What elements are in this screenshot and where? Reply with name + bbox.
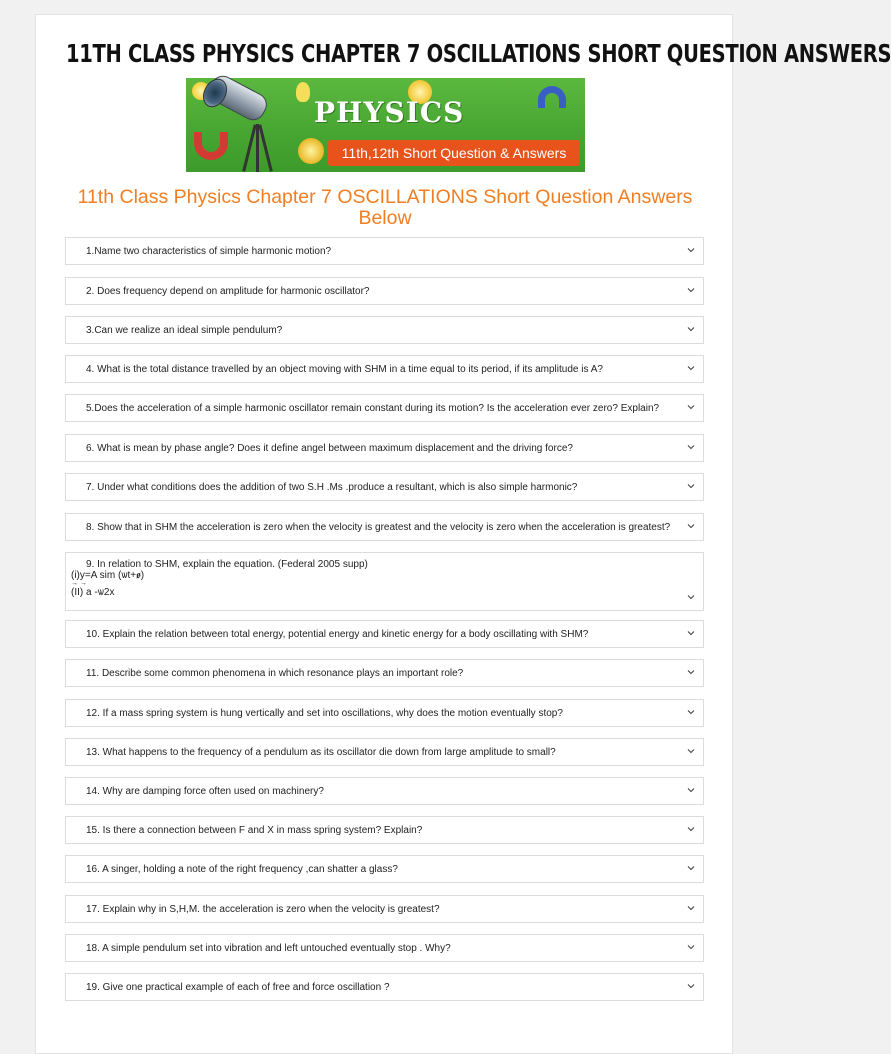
page-title: 11TH CLASS PHYSICS CHAPTER 7 OSCILLATIONS SHORT QUESTION ANSWERS — [66, 39, 891, 68]
faq-question: 3.Can we realize an ideal simple pendulum? — [86, 325, 283, 336]
faq-question: 11. Describe some common phenomena in which resonance plays an important role? — [86, 668, 464, 679]
chevron-down-icon[interactable] — [687, 864, 695, 872]
vector-arrows: → → — [71, 580, 87, 587]
chevron-down-icon[interactable] — [687, 747, 695, 755]
chevron-down-icon[interactable] — [687, 325, 695, 333]
faq-item[interactable] — [65, 738, 704, 766]
faq-question: 8. Show that in SHM the acceleration is zero when the velocity is greatest and the velocity is zero when the acceleration is greatest? — [86, 522, 671, 533]
faq-question: 14. Why are damping force often used on machinery? — [86, 786, 324, 797]
faq-item[interactable] — [65, 777, 704, 805]
faq-item[interactable] — [65, 855, 704, 883]
chevron-down-icon[interactable] — [687, 708, 695, 716]
magnet-icon — [194, 132, 228, 160]
chevron-down-icon[interactable] — [687, 364, 695, 372]
physics-banner-image — [186, 78, 585, 172]
faq-item[interactable] — [65, 316, 704, 344]
faq-item[interactable] — [65, 277, 704, 305]
faq-item[interactable] — [65, 973, 704, 1001]
chevron-down-icon[interactable] — [687, 482, 695, 490]
chevron-down-icon[interactable] — [687, 403, 695, 411]
chevron-down-icon[interactable] — [687, 982, 695, 990]
tripod-leg — [258, 124, 273, 171]
page-subtitle: 11th Class Physics Chapter 7 OSCILLATIONS Short Question Answers Below — [77, 186, 693, 229]
faq-item[interactable] — [65, 934, 704, 962]
faq-question: 5.Does the acceleration of a simple harmonic oscillator remain constant during its motion? Is the acceleration ever zero? Explain? — [86, 403, 660, 414]
tripod-leg — [242, 124, 257, 171]
chevron-down-icon[interactable] — [687, 443, 695, 451]
faq-item[interactable] — [65, 434, 704, 462]
faq-item[interactable] — [65, 513, 704, 541]
faq-item[interactable] — [65, 895, 704, 923]
chevron-down-icon[interactable] — [687, 286, 695, 294]
content-card — [35, 14, 891, 1054]
sun-icon — [298, 138, 324, 164]
faq-question: 15. Is there a connection between F and X in mass spring system? Explain? — [86, 825, 423, 836]
chevron-down-icon[interactable] — [687, 522, 695, 530]
chevron-down-icon[interactable] — [687, 246, 695, 254]
faq-question: 13. What happens to the frequency of a pendulum as its oscillator die down from large amplitude to small? — [86, 747, 556, 758]
chevron-down-icon[interactable] — [687, 786, 695, 794]
faq-item[interactable] — [65, 237, 704, 265]
faq-item[interactable] — [65, 699, 704, 727]
chevron-down-icon[interactable] — [687, 629, 695, 637]
faq-question: 19. Give one practical example of each of free and force oscillation ? — [86, 982, 390, 993]
banner-word: PHYSICS — [314, 96, 465, 129]
tripod-leg — [256, 124, 259, 172]
faq-question: 16. A singer, holding a note of the right frequency ,can shatter a glass? — [86, 864, 398, 875]
faq-question: 9. In relation to SHM, explain the equation. (Federal 2005 supp) — [86, 559, 368, 570]
faq-question: 4. What is the total distance travelled by an object moving with SHM in a time equal to its period, if its amplitude is A? — [86, 364, 603, 375]
faq-equation: (II) a -ѡ2x — [71, 587, 115, 598]
faq-question: 1.Name two characteristics of simple harmonic motion? — [86, 246, 332, 257]
chevron-down-icon[interactable] — [687, 904, 695, 912]
banner-ribbon-text: 11th,12th Short Question & Answers — [341, 145, 567, 161]
faq-question: 17. Explain why in S,H,M. the acceleration is zero when the velocity is greatest? — [86, 904, 440, 915]
faq-equation: (i)y=A sim (ѡt+ꬾ) — [71, 570, 145, 581]
bulb-icon — [296, 82, 310, 102]
chevron-down-icon[interactable] — [687, 825, 695, 833]
faq-item[interactable] — [65, 659, 704, 687]
chevron-down-icon[interactable] — [687, 593, 695, 601]
faq-question: 10. Explain the relation between total energy, potential energy and kinetic energy for a body oscillating with SHM? — [86, 629, 589, 640]
faq-question: 7. Under what conditions does the addition of two S.H .Ms .produce a resultant, which is also simple harmonic? — [86, 482, 578, 493]
faq-question: 18. A simple pendulum set into vibration and left untouched eventually stop . Why? — [86, 943, 451, 954]
faq-item[interactable] — [65, 552, 704, 611]
faq-item[interactable] — [65, 620, 704, 648]
faq-question: 2. Does frequency depend on amplitude for harmonic oscillator? — [86, 286, 370, 297]
chevron-down-icon[interactable] — [687, 668, 695, 676]
faq-item[interactable] — [65, 394, 704, 422]
faq-item[interactable] — [65, 816, 704, 844]
faq-item[interactable] — [65, 355, 704, 383]
faq-item[interactable] — [65, 473, 704, 501]
faq-question: 6. What is mean by phase angle? Does it define angel between maximum displacement and the driving force? — [86, 443, 573, 454]
banner-ribbon — [328, 140, 580, 166]
faq-question-block — [71, 559, 368, 598]
faq-question: 12. If a mass spring system is hung vertically and set into oscillations, why does the motion eventually stop? — [86, 708, 563, 719]
chevron-down-icon[interactable] — [687, 943, 695, 951]
